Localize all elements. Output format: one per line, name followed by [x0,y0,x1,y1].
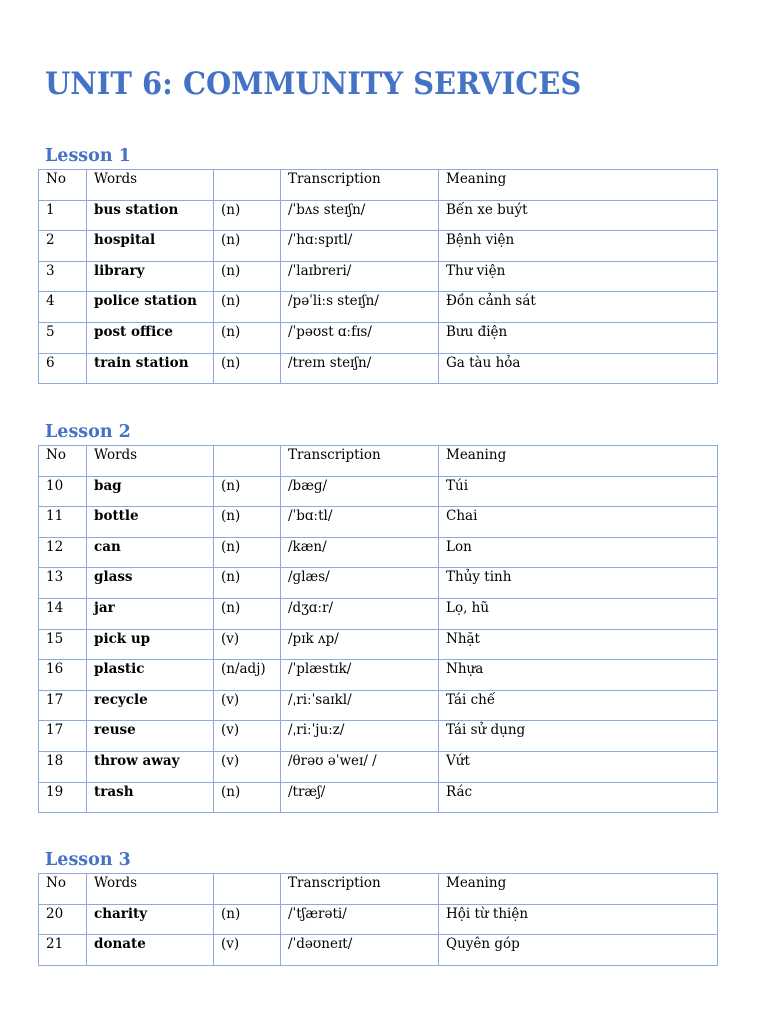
table-row [39,507,718,538]
table-row [39,537,718,568]
table-row [39,629,718,660]
table-header-row [39,446,718,477]
no-header: No [39,874,87,905]
words-header: Words [87,170,214,201]
meaning-header: Meaning [439,446,718,477]
table-header-row [39,170,718,201]
no-cell: 4 [39,292,87,323]
meaning-cell: Vứt [439,751,718,782]
meaning-header: Meaning [439,874,718,905]
word-type-cell: (n) [214,568,281,599]
word-type-cell: (v) [214,751,281,782]
word-cell: train station [87,353,214,384]
no-cell: 14 [39,598,87,629]
type-header [214,446,281,477]
word-cell: police station [87,292,214,323]
word-type-cell: (v) [214,690,281,721]
no-cell: 20 [39,904,87,935]
page-title: UNIT 6: COMMUNITY SERVICES [45,66,582,102]
no-cell: 2 [39,231,87,262]
word-cell: trash [87,782,214,813]
transcription-cell: /træʃ/ [281,782,439,813]
meaning-cell: Bệnh viện [439,231,718,262]
meaning-cell: Hội từ thiện [439,904,718,935]
transcription-cell: /ˌriːˈsaɪkl/ [281,690,439,721]
transcription-cell: /ˈtʃærəti/ [281,904,439,935]
vocabulary-table [38,445,718,813]
table-row [39,598,718,629]
word-cell: charity [87,904,214,935]
word-type-cell: (n) [214,476,281,507]
no-cell: 12 [39,537,87,568]
meaning-cell: Thủy tinh [439,568,718,599]
meaning-cell: Tái chế [439,690,718,721]
vocabulary-table [38,873,718,966]
word-cell: reuse [87,721,214,752]
transcription-cell: /ˈlaɪbreri/ [281,261,439,292]
word-cell: recycle [87,690,214,721]
lesson-1-section [38,143,717,384]
transcription-header: Transcription [281,446,439,477]
table-row [39,261,718,292]
word-cell: bus station [87,200,214,231]
lesson-heading: Lesson 1 [45,146,131,166]
table-row [39,721,718,752]
word-type-cell: (n) [214,200,281,231]
transcription-cell: /θrəʊ əˈweɪ/ / [281,751,439,782]
meaning-cell: Chai [439,507,718,538]
meaning-cell: Ga tàu hỏa [439,353,718,384]
word-type-cell: (n/adj) [214,660,281,691]
no-cell: 13 [39,568,87,599]
transcription-cell: /ˈhɑːspɪtl/ [281,231,439,262]
word-type-cell: (n) [214,537,281,568]
meaning-cell: Nhựa [439,660,718,691]
word-type-cell: (v) [214,629,281,660]
no-cell: 17 [39,721,87,752]
table-row [39,292,718,323]
word-cell: bag [87,476,214,507]
lesson-heading: Lesson 2 [45,422,131,442]
table-row [39,568,718,599]
transcription-cell: /bæɡ/ [281,476,439,507]
word-type-cell: (n) [214,353,281,384]
transcription-header: Transcription [281,874,439,905]
no-cell: 16 [39,660,87,691]
transcription-cell: /ˈbʌs steɪʃn/ [281,200,439,231]
transcription-cell: /pəˈliːs steɪʃn/ [281,292,439,323]
table-row [39,751,718,782]
meaning-cell: Đồn cảnh sát [439,292,718,323]
word-type-cell: (v) [214,935,281,966]
meaning-cell: Nhặt [439,629,718,660]
word-cell: hospital [87,231,214,262]
meaning-cell: Quyên góp [439,935,718,966]
no-cell: 21 [39,935,87,966]
table-row [39,231,718,262]
lesson-heading: Lesson 3 [45,850,131,870]
table-row [39,660,718,691]
word-type-cell: (v) [214,721,281,752]
meaning-cell: Bưu điện [439,322,718,353]
transcription-cell: /pɪk ʌp/ [281,629,439,660]
no-cell: 6 [39,353,87,384]
table-row [39,935,718,966]
word-type-cell: (n) [214,507,281,538]
word-type-cell: (n) [214,261,281,292]
lesson-3-section [38,847,717,966]
word-type-cell: (n) [214,292,281,323]
type-header [214,170,281,201]
table-row [39,476,718,507]
table-row [39,904,718,935]
table-row [39,690,718,721]
transcription-cell: /treɪn steɪʃn/ [281,353,439,384]
meaning-cell: Rác [439,782,718,813]
word-cell: bottle [87,507,214,538]
word-cell: jar [87,598,214,629]
table-header-row [39,874,718,905]
transcription-cell: /ˈdəʊneɪt/ [281,935,439,966]
words-header: Words [87,446,214,477]
meaning-cell: Bến xe buýt [439,200,718,231]
words-header: Words [87,874,214,905]
transcription-cell: /ˈbɑːtl/ [281,507,439,538]
transcription-cell: /dʒɑːr/ [281,598,439,629]
word-cell: post office [87,322,214,353]
word-type-cell: (n) [214,782,281,813]
no-cell: 17 [39,690,87,721]
type-header [214,874,281,905]
table-row [39,200,718,231]
meaning-cell: Lọ, hũ [439,598,718,629]
no-cell: 19 [39,782,87,813]
transcription-cell: /ɡlæs/ [281,568,439,599]
table-row [39,322,718,353]
table-row [39,353,718,384]
word-cell: donate [87,935,214,966]
no-cell: 5 [39,322,87,353]
no-cell: 3 [39,261,87,292]
word-type-cell: (n) [214,322,281,353]
no-cell: 1 [39,200,87,231]
word-type-cell: (n) [214,231,281,262]
word-cell: can [87,537,214,568]
word-type-cell: (n) [214,598,281,629]
no-cell: 18 [39,751,87,782]
word-cell: plastic [87,660,214,691]
meaning-cell: Túi [439,476,718,507]
no-cell: 11 [39,507,87,538]
no-header: No [39,446,87,477]
word-cell: library [87,261,214,292]
word-type-cell: (n) [214,904,281,935]
no-cell: 10 [39,476,87,507]
vocabulary-table [38,169,718,384]
transcription-header: Transcription [281,170,439,201]
lesson-2-section [38,419,717,813]
no-cell: 15 [39,629,87,660]
word-cell: glass [87,568,214,599]
meaning-cell: Thư viện [439,261,718,292]
word-cell: throw away [87,751,214,782]
meaning-cell: Lon [439,537,718,568]
meaning-cell: Tái sử dụng [439,721,718,752]
word-cell: pick up [87,629,214,660]
transcription-cell: /ˈpəʊst ɑːfɪs/ [281,322,439,353]
no-header: No [39,170,87,201]
table-row [39,782,718,813]
transcription-cell: /ˈplæstɪk/ [281,660,439,691]
transcription-cell: /ˌriːˈjuːz/ [281,721,439,752]
meaning-header: Meaning [439,170,718,201]
transcription-cell: /kæn/ [281,537,439,568]
